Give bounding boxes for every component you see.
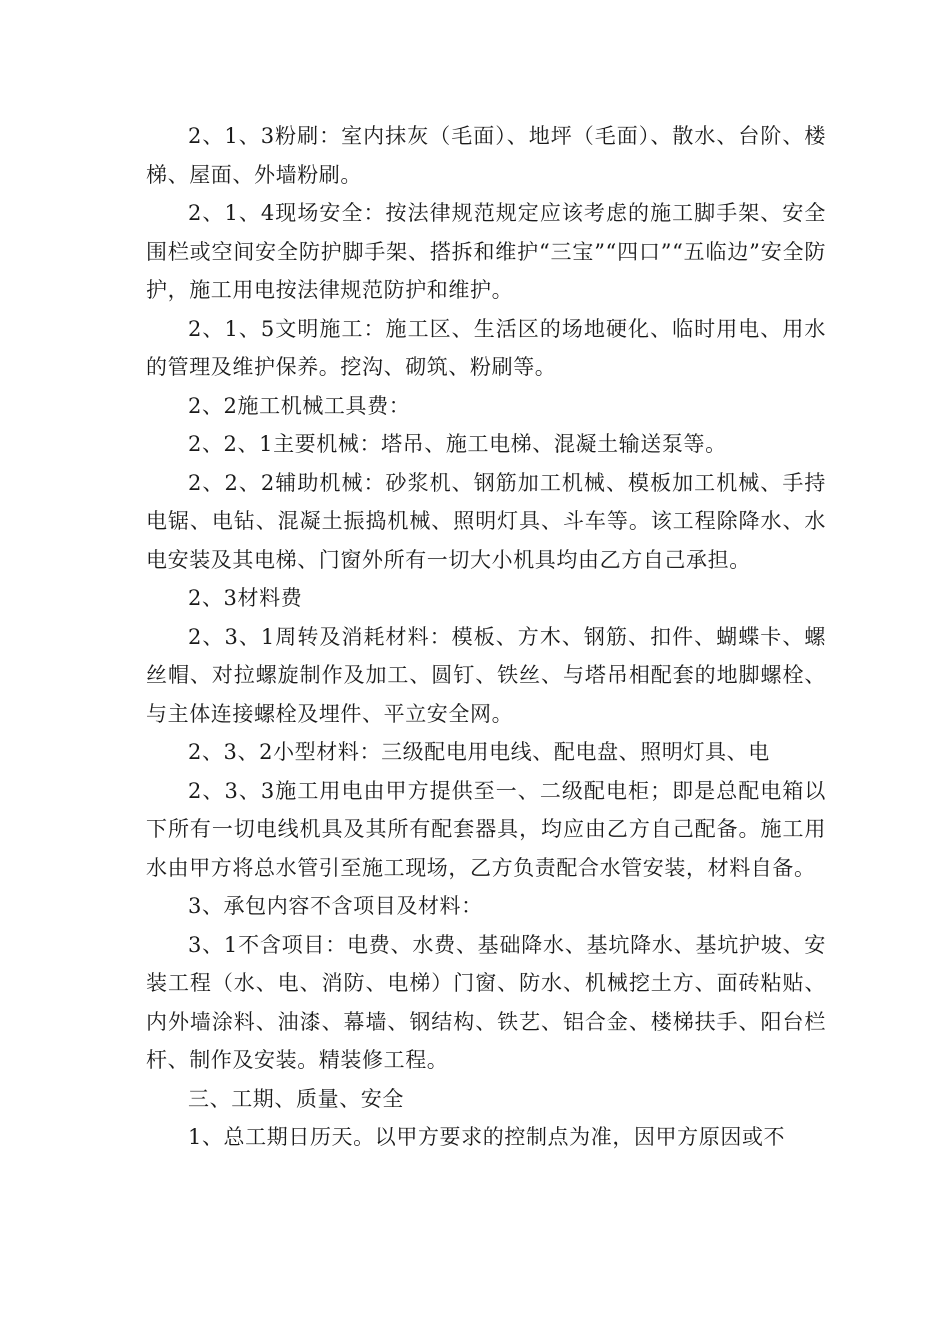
paragraph-small-materials: 2、3、2小型材料：三级配电用电线、配电盘、照明灯具、电 (188, 740, 770, 764)
paragraph-excluded-items: 3、1不含项目：电费、水费、基础降水、基坑降水、基坑护坡、安装工程（水、电、消防、电梯）门窗、防水、机械挖土方、面砖粘贴、内外墙涂料、油漆、幕墙、钢结构、铁艺、铝合金、楼梯扶手、阳台栏杆、制作及安装。精装修工程。 (146, 932, 826, 1072)
paragraph-main-machinery: 2、2、1主要机械：塔吊、施工电梯、混凝土输送泵等。 (188, 432, 727, 456)
paragraph-machinery-cost-heading: 2、2施工机械工具费： (188, 393, 411, 418)
paragraph-plastering: 2、1、3粉刷：室内抹灰（毛面）、地坪（毛面）、散水、台阶、楼梯、屋面、外墙粉刷。 (146, 124, 826, 187)
paragraph-exclusions-heading: 3、承包内容不含项目及材料： (188, 894, 483, 918)
paragraph-auxiliary-machinery: 2、2、2辅助机械：砂浆机、钢筋加工机械、模板加工机械、手持电锯、电钻、混凝土振捣机械、照明灯具、斗车等。该工程除降水、水电安装及其电梯、门窗外所有一切大小机具均由乙方自己承担。 (146, 470, 826, 572)
paragraph-material-cost-heading: 2、3材料费 (188, 586, 303, 610)
paragraph-turnover-materials: 2、3、1周转及消耗材料：模板、方木、钢筋、扣件、蝴蝶卡、螺丝帽、对拉螺旋制作及加工、圆钉、铁丝、与塔吊相配套的地脚螺栓、与主体连接螺栓及埋件、平立安全网。 (146, 624, 826, 726)
paragraph-total-duration: 1、总工期日历天。以甲方要求的控制点为准，因甲方原因或不 (188, 1125, 786, 1149)
paragraph-civilized-construction: 2、1、5文明施工：施工区、生活区的场地硬化、临时用电、用水的管理及维护保养。挖沟、砌筑、粉刷等。 (146, 316, 826, 379)
document-body (146, 117, 826, 1157)
section-heading-schedule-quality-safety: 三、工期、质量、安全 (188, 1086, 404, 1111)
paragraph-power-water-supply: 2、3、3施工用电由甲方提供至一、二级配电柜；即是总配电箱以下所有一切电线机具及其所有配套器具，均应由乙方自己配备。施工用水由甲方将总水管引至施工现场，乙方负责配合水管安装，材料自备。 (146, 778, 826, 880)
paragraph-site-safety: 2、1、4现场安全：按法律规范规定应该考虑的施工脚手架、安全围栏或空间安全防护脚手架、搭拆和维护“三宝”“四口”“五临边”安全防护，施工用电按法律规范防护和维护。 (146, 201, 826, 302)
